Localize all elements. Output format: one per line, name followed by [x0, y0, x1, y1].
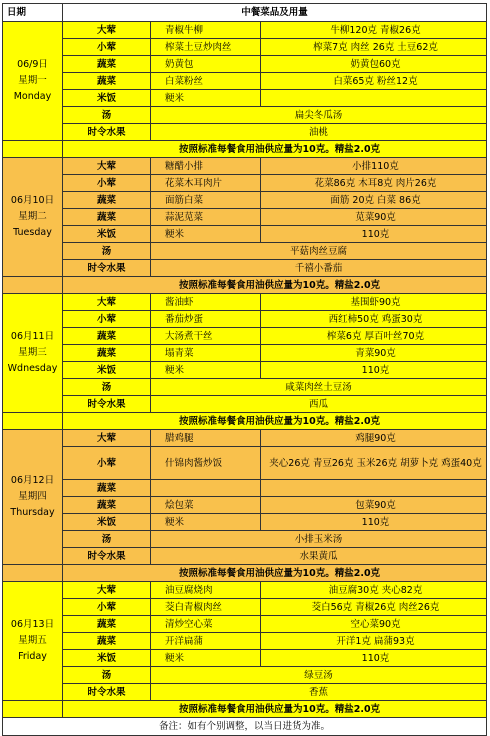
menu-row: [3, 379, 487, 396]
day-en: Monday: [13, 91, 52, 102]
ingredient-cell: 空心菜90克: [261, 616, 487, 633]
merged-item-cell: 西瓜: [151, 396, 487, 413]
menu-row: [3, 226, 487, 243]
ingredient-cell: 苋菜90克: [261, 209, 487, 226]
menu-row: [3, 531, 487, 548]
menu-row: [3, 582, 487, 599]
remark-row: [3, 718, 487, 736]
ingredient-cell: 包菜90克: [261, 497, 487, 514]
dish-cell: 蒜泥苋菜: [151, 209, 261, 226]
dish-cell: 茭白青椒肉丝: [151, 599, 261, 616]
ingredient-cell: [261, 90, 487, 107]
ingredient-cell: 夹心26克 青豆26克 玉米26克 胡萝卜克 鸡蛋40克: [261, 447, 487, 480]
menu-row: [3, 260, 487, 277]
category-cell: 小荤: [63, 599, 151, 616]
oil-salt-note: 按照标准每餐食用油供应量为10克。精盐2.0克: [63, 413, 487, 430]
ingredient-cell: 奶黄包60克: [261, 56, 487, 73]
day-date: 06月12日: [10, 475, 55, 486]
category-cell: 小荤: [63, 311, 151, 328]
dish-cell: 烩包菜: [151, 497, 261, 514]
category-cell: 小荤: [63, 175, 151, 192]
category-cell: 大荤: [63, 294, 151, 311]
category-cell: 米饭: [63, 226, 151, 243]
category-cell: 大荤: [63, 22, 151, 39]
oil-salt-note: 按照标准每餐食用油供应量为10克。精盐2.0克: [63, 701, 487, 718]
ingredient-cell: 油豆腐30克 夹心82克: [261, 582, 487, 599]
menu-row: [3, 107, 487, 124]
merged-item-cell: 油桃: [151, 124, 487, 141]
merged-item-cell: 小排玉米汤: [151, 531, 487, 548]
ingredient-cell: 小排110克: [261, 158, 487, 175]
menu-row: [3, 158, 487, 175]
dish-cell: 粳米: [151, 362, 261, 379]
category-cell: 汤: [63, 243, 151, 260]
category-cell: 大荤: [63, 582, 151, 599]
menu-row: [3, 396, 487, 413]
merged-item-cell: 绿豆汤: [151, 667, 487, 684]
category-cell: 小荤: [63, 447, 151, 480]
day-en: Tuesday: [13, 227, 52, 238]
menu-row: [3, 480, 487, 497]
category-cell: 米饭: [63, 362, 151, 379]
category-cell: 汤: [63, 531, 151, 548]
menu-row: [3, 192, 487, 209]
menu-row: [3, 22, 487, 39]
day-weekday: 星期一: [18, 75, 47, 86]
day-date-cell: [3, 582, 63, 701]
note-spacer: [3, 701, 63, 718]
dish-cell: 油豆腐烧肉: [151, 582, 261, 599]
category-cell: 蔬菜: [63, 209, 151, 226]
category-cell: 小荤: [63, 39, 151, 56]
category-cell: 时令水果: [63, 684, 151, 701]
menu-row: [3, 633, 487, 650]
category-cell: 大荤: [63, 430, 151, 447]
category-cell: 时令水果: [63, 124, 151, 141]
merged-item-cell: 咸菜肉丝土豆汤: [151, 379, 487, 396]
category-cell: 汤: [63, 379, 151, 396]
day-weekday: 星期二: [18, 211, 47, 222]
dish-cell: 清炒空心菜: [151, 616, 261, 633]
ingredient-cell: 基围虾90克: [261, 294, 487, 311]
menu-row: [3, 175, 487, 192]
category-cell: 蔬菜: [63, 328, 151, 345]
day-en: Friday: [18, 651, 47, 662]
menu-row: [3, 599, 487, 616]
menu-row: [3, 243, 487, 260]
menu-row: [3, 90, 487, 107]
note-row: [3, 141, 487, 158]
category-cell: 汤: [63, 107, 151, 124]
menu-row: [3, 209, 487, 226]
day-date-cell: [3, 158, 63, 277]
ingredient-cell: 110克: [261, 226, 487, 243]
menu-row: [3, 497, 487, 514]
category-cell: 蔬菜: [63, 480, 151, 497]
remark-text: 备注：如有个别调整，以当日进货为准。: [3, 718, 487, 736]
dish-cell: 开洋扁蒲: [151, 633, 261, 650]
note-row: [3, 565, 487, 582]
ingredient-cell: 鸡腿90克: [261, 430, 487, 447]
merged-item-cell: 香蕉: [151, 684, 487, 701]
table-title: 中餐菜品及用量: [63, 4, 487, 22]
merged-item-cell: 千禧小番茄: [151, 260, 487, 277]
dish-cell: 奶黄包: [151, 56, 261, 73]
category-cell: 米饭: [63, 514, 151, 531]
category-cell: 时令水果: [63, 548, 151, 565]
category-cell: 时令水果: [63, 396, 151, 413]
header-row: [3, 4, 487, 22]
dish-cell: 什锦肉酱炒饭: [151, 447, 261, 480]
note-spacer: [3, 565, 63, 582]
ingredient-cell: 白菜65克 粉丝12克: [261, 73, 487, 90]
ingredient-cell: 110克: [261, 514, 487, 531]
menu-row: [3, 667, 487, 684]
day-en: Thursday: [10, 507, 55, 518]
ingredient-cell: 西红柿50克 鸡蛋30克: [261, 311, 487, 328]
menu-row: [3, 294, 487, 311]
date-column-header: 日期: [3, 4, 63, 22]
menu-row: [3, 362, 487, 379]
day-date: 06月11日: [10, 331, 55, 342]
menu-row: [3, 311, 487, 328]
menu-row: [3, 514, 487, 531]
category-cell: 蔬菜: [63, 56, 151, 73]
menu-row: [3, 430, 487, 447]
day-en: Wdnesday: [7, 363, 58, 374]
ingredient-cell: 牛柳120克 青椒26克: [261, 22, 487, 39]
dish-cell: 粳米: [151, 90, 261, 107]
ingredient-cell: 110克: [261, 650, 487, 667]
merged-item-cell: 平菇肉丝豆腐: [151, 243, 487, 260]
day-weekday: 星期四: [18, 491, 47, 502]
merged-item-cell: 扁尖冬瓜汤: [151, 107, 487, 124]
oil-salt-note: 按照标准每餐食用油供应量为10克。精盐2.0克: [63, 565, 487, 582]
category-cell: 蔬菜: [63, 345, 151, 362]
menu-row: [3, 39, 487, 56]
category-cell: 蔬菜: [63, 616, 151, 633]
dish-cell: 粳米: [151, 226, 261, 243]
note-row: [3, 277, 487, 294]
ingredient-cell: 榨菜7克 肉丝 26克 土豆62克: [261, 39, 487, 56]
dish-cell: 粳米: [151, 650, 261, 667]
note-spacer: [3, 141, 63, 158]
day-date: 06月13日: [10, 619, 55, 630]
day-date-cell: [3, 294, 63, 413]
menu-row: [3, 447, 487, 480]
menu-row: [3, 650, 487, 667]
ingredient-cell: 榨菜6克 厚百叶丝70克: [261, 328, 487, 345]
category-cell: 大荤: [63, 158, 151, 175]
dish-cell: 腊鸡腿: [151, 430, 261, 447]
dish-cell: 青椒牛柳: [151, 22, 261, 39]
dish-cell: 花菜木耳肉片: [151, 175, 261, 192]
dish-cell: 番茄炒蛋: [151, 311, 261, 328]
dish-cell: 榨菜土豆炒肉丝: [151, 39, 261, 56]
dish-cell: 面筋白菜: [151, 192, 261, 209]
day-date: 06月10日: [10, 195, 55, 206]
ingredient-cell: 开洋1克 扁蒲93克: [261, 633, 487, 650]
category-cell: 米饭: [63, 650, 151, 667]
note-row: [3, 701, 487, 718]
category-cell: 米饭: [63, 90, 151, 107]
dish-cell: 酱油虾: [151, 294, 261, 311]
ingredient-cell: 花菜86克 木耳8克 肉片26克: [261, 175, 487, 192]
category-cell: 蔬菜: [63, 192, 151, 209]
category-cell: 蔬菜: [63, 73, 151, 90]
day-date-cell: [3, 430, 63, 565]
menu-row: [3, 345, 487, 362]
menu-row: [3, 548, 487, 565]
dish-cell: 粳米: [151, 514, 261, 531]
ingredient-cell: 青菜90克: [261, 345, 487, 362]
oil-salt-note: 按照标准每餐食用油供应量为10克。精盐2.0克: [63, 141, 487, 158]
note-spacer: [3, 277, 63, 294]
ingredient-cell: 茭白56克 青椒26克 肉丝26克: [261, 599, 487, 616]
day-date: 06/9日: [17, 59, 48, 70]
menu-row: [3, 73, 487, 90]
menu-row: [3, 684, 487, 701]
menu-row: [3, 56, 487, 73]
category-cell: 蔬菜: [63, 633, 151, 650]
note-row: [3, 413, 487, 430]
menu-row: [3, 124, 487, 141]
day-weekday: 星期五: [18, 635, 47, 646]
category-cell: 汤: [63, 667, 151, 684]
category-cell: 时令水果: [63, 260, 151, 277]
oil-salt-note: 按照标准每餐食用油供应量为10克。精盐2.0克: [63, 277, 487, 294]
dish-cell: 大汤煮干丝: [151, 328, 261, 345]
dish-cell: [151, 480, 261, 497]
ingredient-cell: 110克: [261, 362, 487, 379]
note-spacer: [3, 413, 63, 430]
day-weekday: 星期三: [18, 347, 47, 358]
dish-cell: 塌青菜: [151, 345, 261, 362]
dish-cell: 白菜粉丝: [151, 73, 261, 90]
merged-item-cell: 水果黄瓜: [151, 548, 487, 565]
ingredient-cell: 面筋 20克 白菜 86克: [261, 192, 487, 209]
category-cell: 蔬菜: [63, 497, 151, 514]
dish-cell: 糖醋小排: [151, 158, 261, 175]
menu-row: [3, 616, 487, 633]
day-date-cell: [3, 22, 63, 141]
menu-row: [3, 328, 487, 345]
menu-table: [2, 3, 487, 736]
ingredient-cell: [261, 480, 487, 497]
